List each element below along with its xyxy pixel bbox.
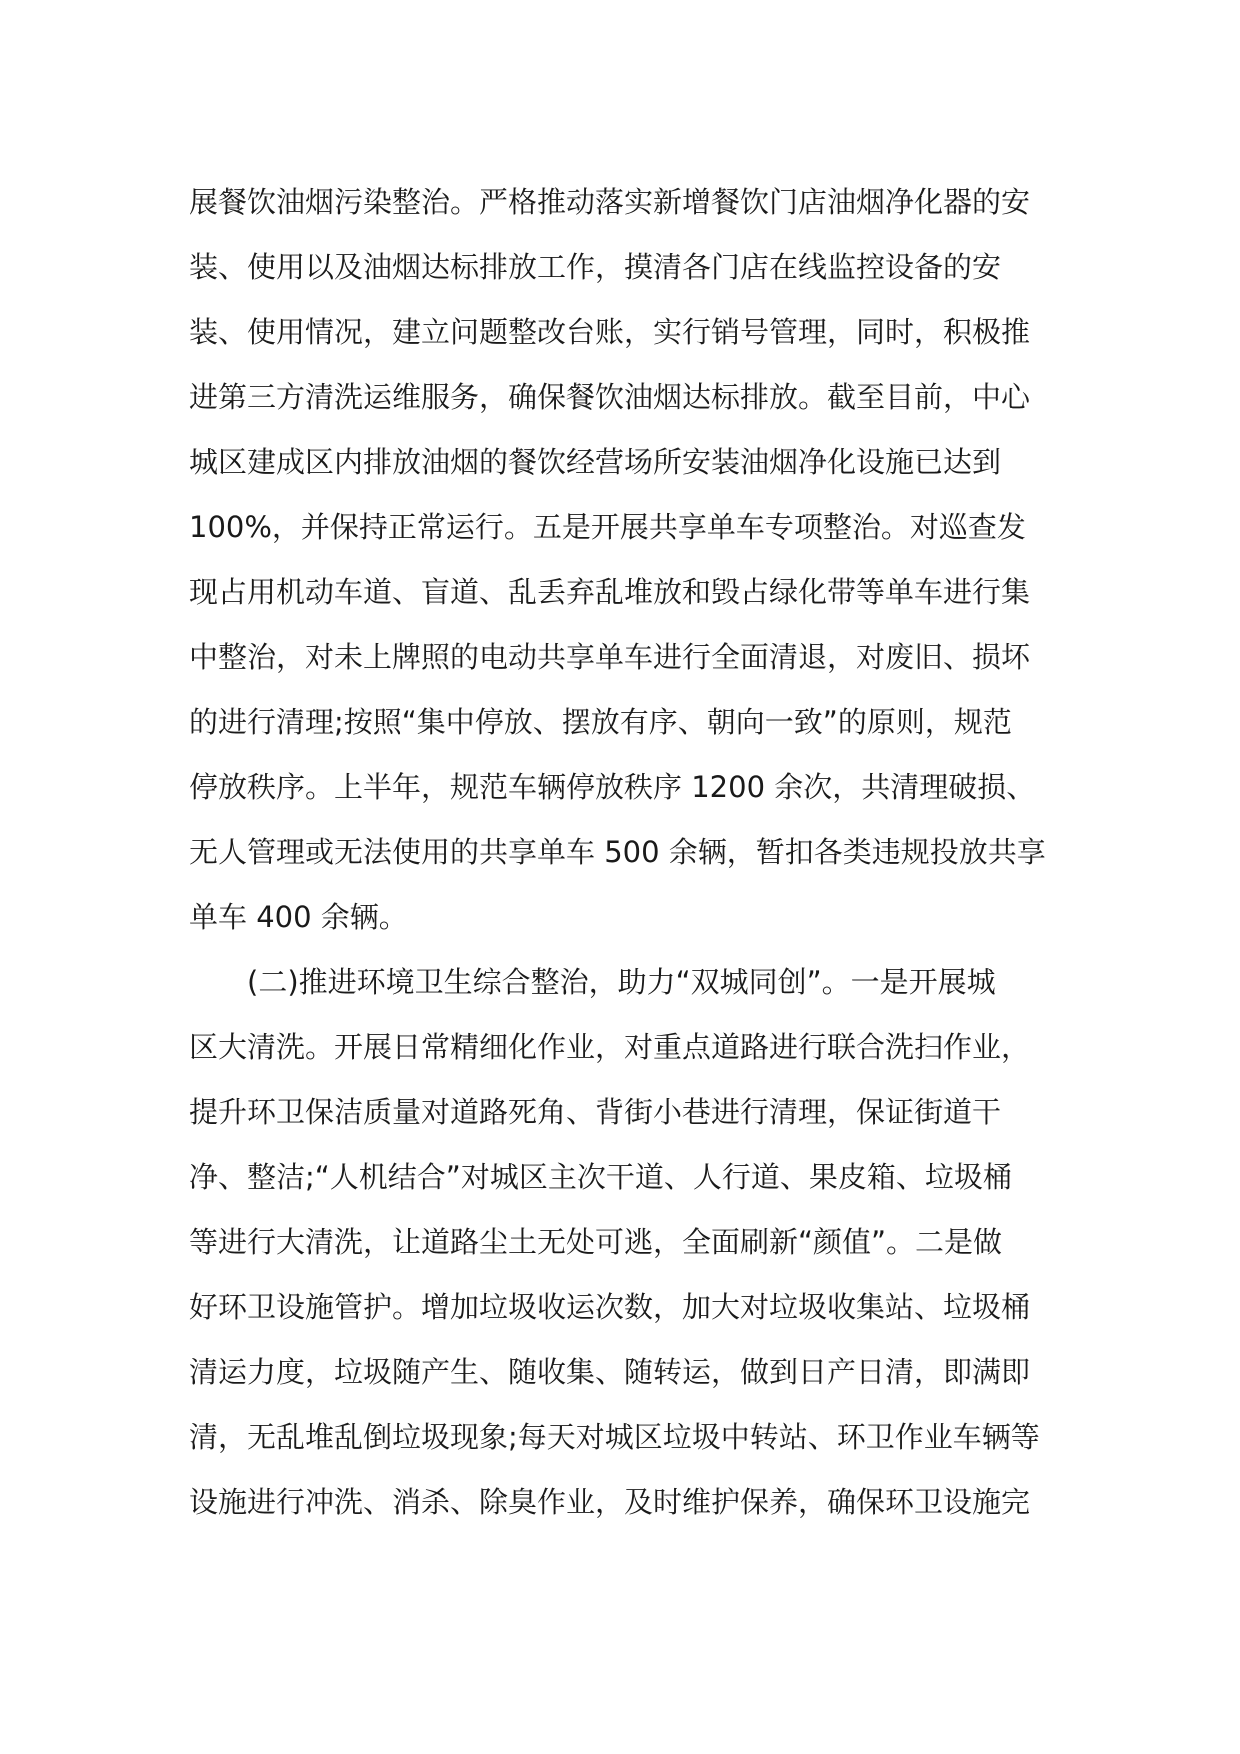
- section-heading-line: (二)推进环境卫生综合整治，助力“双城同创”。一是开展城: [247, 965, 996, 999]
- text-line: 的进行清理;按照“集中停放、摆放有序、朝向一致”的原则，规范: [189, 705, 1012, 739]
- text-line: 装、使用情况，建立问题整改台账，实行销号管理，同时，积极推: [189, 315, 1031, 349]
- text-line: 净、整洁;“人机结合”对城区主次干道、人行道、果皮箱、垃圾桶: [189, 1160, 1012, 1194]
- text-line: 停放秩序。上半年，规范车辆停放秩序 1200 余次，共清理破损、: [189, 770, 1036, 804]
- text-line: 进第三方清洗运维服务，确保餐饮油烟达标排放。截至目前，中心: [189, 380, 1031, 414]
- text-line: 单车 400 余辆。: [189, 900, 408, 934]
- text-line: 中整治，对未上牌照的电动共享单车进行全面清退，对废旧、损坏: [189, 640, 1031, 674]
- text-line: 设施进行冲洗、消杀、除臭作业，及时维护保养，确保环卫设施完: [189, 1485, 1031, 1519]
- text-line: 无人管理或无法使用的共享单车 500 余辆，暂扣各类违规投放共享: [189, 835, 1046, 869]
- text-line: 装、使用以及油烟达标排放工作，摸清各门店在线监控设备的安: [189, 250, 1002, 284]
- text-line: 等进行大清洗，让道路尘土无处可逃，全面刷新“颜值”。二是做: [189, 1225, 1003, 1259]
- text-line: 现占用机动车道、盲道、乱丢弃乱堆放和毁占绿化带等单车进行集: [189, 575, 1031, 609]
- text-line: 区大清洗。开展日常精细化作业，对重点道路进行联合洗扫作业，: [189, 1030, 1031, 1064]
- text-line: 展餐饮油烟污染整治。严格推动落实新增餐饮门店油烟净化器的安: [189, 185, 1031, 219]
- text-line: 城区建成区内排放油烟的餐饮经营场所安装油烟净化设施已达到: [189, 445, 1002, 479]
- text-line: 100%，并保持正常运行。五是开展共享单车专项整治。对巡查发: [189, 510, 1026, 544]
- text-line: 好环卫设施管护。增加垃圾收运次数，加大对垃圾收集站、垃圾桶: [189, 1290, 1031, 1324]
- body-text: [189, 170, 1069, 1535]
- text-line: 清运力度，垃圾随产生、随收集、随转运，做到日产日清，即满即: [189, 1355, 1031, 1389]
- text-line: 清，无乱堆乱倒垃圾现象;每天对城区垃圾中转站、环卫作业车辆等: [189, 1420, 1040, 1454]
- text-line: 提升环卫保洁质量对道路死角、背街小巷进行清理，保证街道干: [189, 1095, 1002, 1129]
